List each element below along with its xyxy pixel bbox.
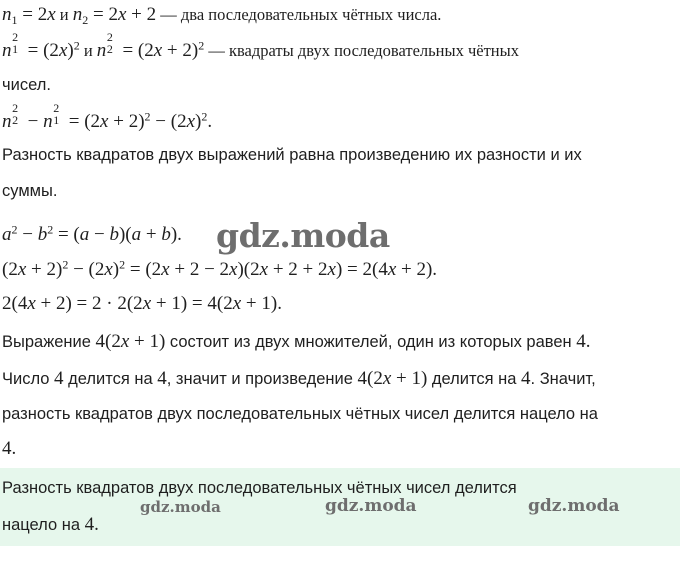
math-sub: 1 [12, 42, 19, 57]
watermark-logo: gdz.moda [216, 216, 390, 255]
math-text: + 2 [126, 4, 157, 25]
math-var: x [47, 4, 56, 25]
math-text: + 1). [241, 293, 282, 314]
math-text: − [22, 111, 44, 132]
math-var: a [2, 224, 12, 245]
text: и [55, 5, 73, 24]
math-text: + 2) [108, 111, 145, 132]
math-text: ). [170, 224, 182, 245]
math-var: b [161, 224, 171, 245]
math-var: a [79, 224, 90, 245]
text: делится на [427, 370, 522, 388]
math-var: x [104, 259, 113, 280]
math-text: 4 [54, 368, 64, 389]
math-sup: 2 [53, 101, 60, 116]
math-var: b [37, 224, 48, 245]
math-sup: 2 [119, 257, 126, 272]
math-var: n [96, 40, 107, 61]
math-text: − [89, 224, 110, 245]
watermark-logo: gdz.moda [325, 496, 417, 516]
math-var: x [58, 40, 68, 61]
math-text: 4 [521, 368, 531, 389]
math-text: + 2) [26, 259, 63, 280]
math-sub: 1 [11, 13, 18, 28]
math-text: = 2 [17, 4, 48, 25]
math-var: x [153, 40, 163, 61]
math-var: n [2, 111, 12, 132]
math-text: ) = 2(4 [335, 259, 388, 280]
math-text: − [17, 224, 38, 245]
line-6: суммы. [2, 182, 58, 200]
text: состоит из двух множителей, один из которых равен [165, 333, 577, 351]
math-var: n [72, 4, 83, 25]
watermark-logo: gdz.moda [140, 498, 221, 516]
math-text: = (2 [117, 40, 154, 61]
math-sub: 2 [12, 113, 19, 128]
math-sup: 2 [201, 109, 208, 124]
math-var: x [382, 368, 392, 389]
math-var: x [100, 111, 109, 132]
math-sup: 2 [11, 222, 18, 237]
math-sup: 2 [62, 257, 69, 272]
line-5: Разность квадратов двух выражений равна произведению их разности и их [2, 146, 582, 164]
math-sup: 2 [73, 38, 80, 53]
math-var: x [259, 259, 269, 280]
math-text: 4(2 [357, 368, 383, 389]
text: Выражение [2, 333, 96, 351]
line-1 [2, 4, 441, 26]
text: — квадраты двух последовательных чётных [204, 41, 519, 60]
math-text: 4 [576, 331, 586, 352]
math-sub: 1 [53, 113, 60, 128]
math-var: x [232, 293, 242, 314]
line-12: разность квадратов двух последовательных чётных чисел делится нацело на [2, 405, 598, 423]
line-10 [2, 331, 590, 353]
math-var: x [27, 293, 36, 314]
math-text: ) [112, 259, 120, 280]
math-sup: 2 [144, 109, 151, 124]
math-sub: 2 [106, 42, 113, 57]
line-4 [2, 101, 213, 133]
line-3: чисел. [2, 76, 51, 94]
watermark-logo: gdz.moda [528, 496, 620, 516]
math-text: 4 [157, 368, 167, 389]
math-text: 4 [84, 514, 95, 535]
text: , значит и произведение [166, 370, 358, 388]
line-14: Разность квадратов двух последовательных чётных чисел делится [2, 479, 517, 497]
math-var: x [387, 259, 397, 280]
math-text: + 2) = 2 · 2(2 [35, 293, 143, 314]
math-text: )(2 [237, 259, 260, 280]
math-var: x [186, 111, 196, 132]
math-sup: 2 [12, 30, 19, 45]
text: . Значит, [530, 370, 596, 388]
math-text: − (2 [68, 259, 105, 280]
math-text: + [141, 224, 162, 245]
math-text: . [207, 111, 213, 132]
line-8 [2, 259, 437, 281]
math-text: = 2 [88, 4, 118, 25]
line-7 [2, 224, 182, 246]
math-var: n [2, 4, 12, 25]
math-text: = (2 [125, 259, 162, 280]
math-sup: 2 [198, 38, 205, 53]
math-text: = (2 [22, 40, 59, 61]
math-text: + 2 + 2 [268, 259, 328, 280]
line-2 [2, 30, 519, 62]
text: делится на [63, 370, 158, 388]
math-sub: 2 [82, 13, 89, 28]
line-15 [2, 514, 99, 536]
math-var: x [142, 293, 152, 314]
math-sup: 2 [12, 101, 19, 116]
text: — два последовательных чётных числа. [156, 5, 442, 24]
text: нацело на [2, 516, 85, 534]
math-var: n [43, 111, 53, 132]
math-text: + 1) [129, 331, 166, 352]
math-var: x [161, 259, 170, 280]
math-text: )( [118, 224, 132, 245]
math-var: x [229, 259, 238, 280]
line-13: 4. [2, 438, 17, 459]
text: Число [2, 370, 55, 388]
math-text: . [94, 514, 99, 535]
math-sup: 2 [106, 30, 113, 45]
math-text: 4(2 [95, 331, 121, 352]
math-text: ) [195, 111, 202, 132]
math-text: + 1) [391, 368, 428, 389]
math-text: (2 [2, 259, 18, 280]
line-9 [2, 293, 282, 315]
text: и [79, 41, 97, 60]
math-text: + 2) [162, 40, 199, 61]
math-text: ) [67, 40, 74, 61]
math-text: . [585, 331, 591, 352]
math-var: x [17, 259, 27, 280]
math-var: x [117, 4, 127, 25]
math-var: x [327, 259, 336, 280]
math-sup: 2 [47, 222, 54, 237]
math-text: 2(4 [2, 293, 28, 314]
math-text: = ( [53, 224, 80, 245]
math-var: n [2, 40, 12, 61]
math-text: − (2 [150, 111, 187, 132]
math-var: b [109, 224, 119, 245]
math-text: + 2 − 2 [169, 259, 230, 280]
math-var: x [120, 331, 130, 352]
math-text: + 2). [396, 259, 438, 280]
line-11 [2, 368, 596, 390]
math-text: + 1) = 4(2 [151, 293, 233, 314]
math-var: a [131, 224, 142, 245]
math-text: = (2 [64, 111, 101, 132]
